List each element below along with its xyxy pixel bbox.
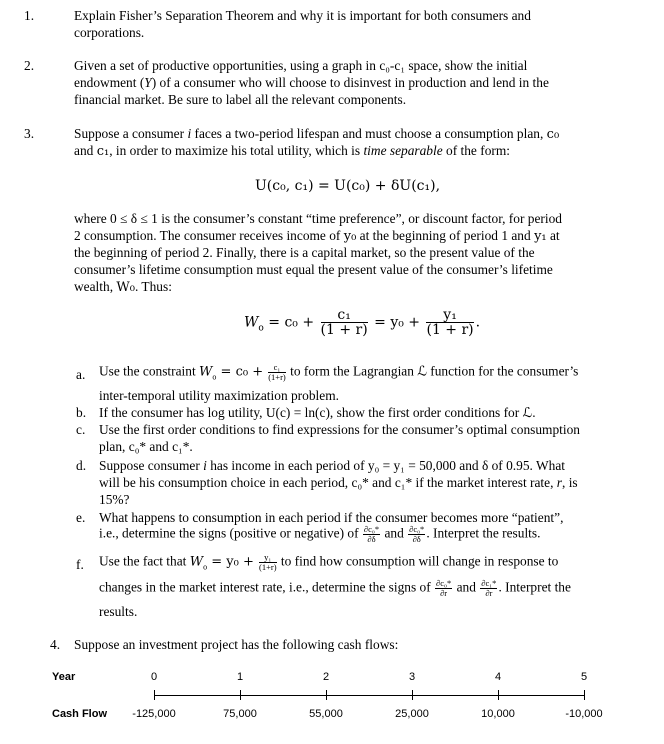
q2-line3: financial market. Be sure to label all the relevant components. (74, 92, 407, 107)
q3-where5: wealth, W₀. Thus: (74, 279, 172, 295)
year-value: 4 (494, 671, 502, 683)
part-c-line2: plan, c₀* and c₁*. (99, 439, 193, 454)
part-d-line3: 15%? (99, 492, 130, 507)
part-e-label: e. (76, 510, 86, 525)
q1-line1: Explain Fisher’s Separation Theorem and why it is important for both consumers and (74, 8, 531, 23)
timeline-tick (326, 690, 327, 700)
part-b-label: b. (76, 405, 87, 420)
part-c-label: c. (76, 422, 86, 437)
year-value: 1 (236, 671, 244, 683)
part-b-text: If the consumer has log utility, U(c) = ln(c), show the first order conditions for ℒ. (99, 405, 536, 420)
q2-number: 2. (24, 58, 35, 73)
wealth-equation: $W_o = c_0$ + $\frac{\text{c₁}}{(1 + r)}$ = y₀ + $\frac{\text{y₁}}{(1 + r)}$ . (244, 307, 481, 338)
timeline-tick (240, 690, 241, 700)
part-c-line1: Use the first order conditions to find expressions for the consumer’s optimal consumption (99, 422, 580, 437)
part-a-line2: inter-temporal utility maximization problem. (99, 388, 339, 403)
timeline-tick (154, 690, 155, 700)
part-f-line1: Use the fact that $W_o = y_0$ + $\frac{\text{y₁}}{(1+r)}$ to find how consumption will change in response to (99, 552, 559, 572)
cash-flow-value: -10,000 (565, 708, 603, 720)
year-value: 3 (408, 671, 416, 683)
year-value: 5 (580, 671, 588, 683)
timeline-tick (584, 690, 585, 700)
q2-line2: endowment (Y) of a consumer who will choose to disinvest in production and lend in the (74, 75, 549, 90)
q4-text: Suppose an investment project has the following cash flows: (74, 637, 399, 652)
part-d-line2: will be his consumption choice in each period, c₀* and c₁* if the market interest rate, r, is (99, 475, 578, 490)
part-f-line2: changes in the market interest rate, i.e., determine the signs of $\frac{\text{∂c₀*}}{\partial r}$ and $\frac{\text{∂c₁*}}{\partial r}$ . Interpret the (99, 578, 571, 598)
year-label: Year (52, 671, 76, 683)
q1-line2: corporations. (74, 25, 145, 40)
q3-where1: where 0 ≤ δ ≤ 1 is the consumer’s constant “time preference”, or discount factor, for period (74, 211, 562, 226)
cash-flow-value: 25,000 (395, 708, 429, 720)
cash-flow-value: 10,000 (481, 708, 515, 720)
q3-line2: and c₁, in order to maximize his total utility, which is time separable of the form: (74, 143, 510, 159)
q3-where2: 2 consumption. The consumer receives income of y₀ at the beginning of period 1 and y₁ at (74, 228, 560, 244)
part-f-label: f. (76, 557, 84, 572)
cash-flow-value: 75,000 (223, 708, 257, 720)
year-value: 2 (322, 671, 330, 683)
part-a-line1: Use the constraint $W_o = c_0$ + $\frac{\text{c₁}}{(1+r)}$ to form the Lagrangian ℒ function for the consumer’s (99, 362, 579, 382)
timeline-axis (154, 695, 584, 696)
q3-where4: consumer’s lifetime consumption must equal the present value of the consumer’s lifetime (74, 262, 553, 277)
cash-flow-label: Cash Flow (52, 708, 108, 720)
cash-flow-value: 55,000 (309, 708, 343, 720)
q3-line1: Suppose a consumer i faces a two-period lifespan and must choose a consumption plan, c₀ (74, 126, 560, 142)
q3-number: 3. (24, 126, 35, 141)
q1-number: 1. (24, 8, 35, 23)
timeline-tick (498, 690, 499, 700)
part-d-label: d. (76, 458, 87, 473)
q4-number: 4. (50, 637, 61, 652)
timeline-tick (412, 690, 413, 700)
q3-where3: the beginning of period 2. Finally, there is a capital market, so the present value of the (74, 245, 535, 260)
utility-equation: U(c₀, c₁) = U(c₀) + δU(c₁), (255, 178, 441, 194)
part-f-line3: results. (99, 604, 138, 619)
part-a-label: a. (76, 367, 86, 382)
part-d-line1: Suppose consumer i has income in each period of y₀ = y₁ = 50,000 and δ of 0.95. What (99, 458, 565, 473)
q2-line1: Given a set of productive opportunities, using a graph in c₀-c₁ space, show the initial (74, 58, 528, 73)
year-value: 0 (150, 671, 158, 683)
part-e-line2: i.e., determine the signs (positive or negative) of $\frac{\text{∂c₀*}}{\partial\delta}$ and $\frac{\text{∂c₀*}}{\partial\delta}$ . Interpret the results. (99, 524, 541, 544)
cash-flow-value: -125,000 (132, 708, 176, 720)
part-e-line1: What happens to consumption in each period if the consumer becomes more “patient”, (99, 510, 564, 525)
